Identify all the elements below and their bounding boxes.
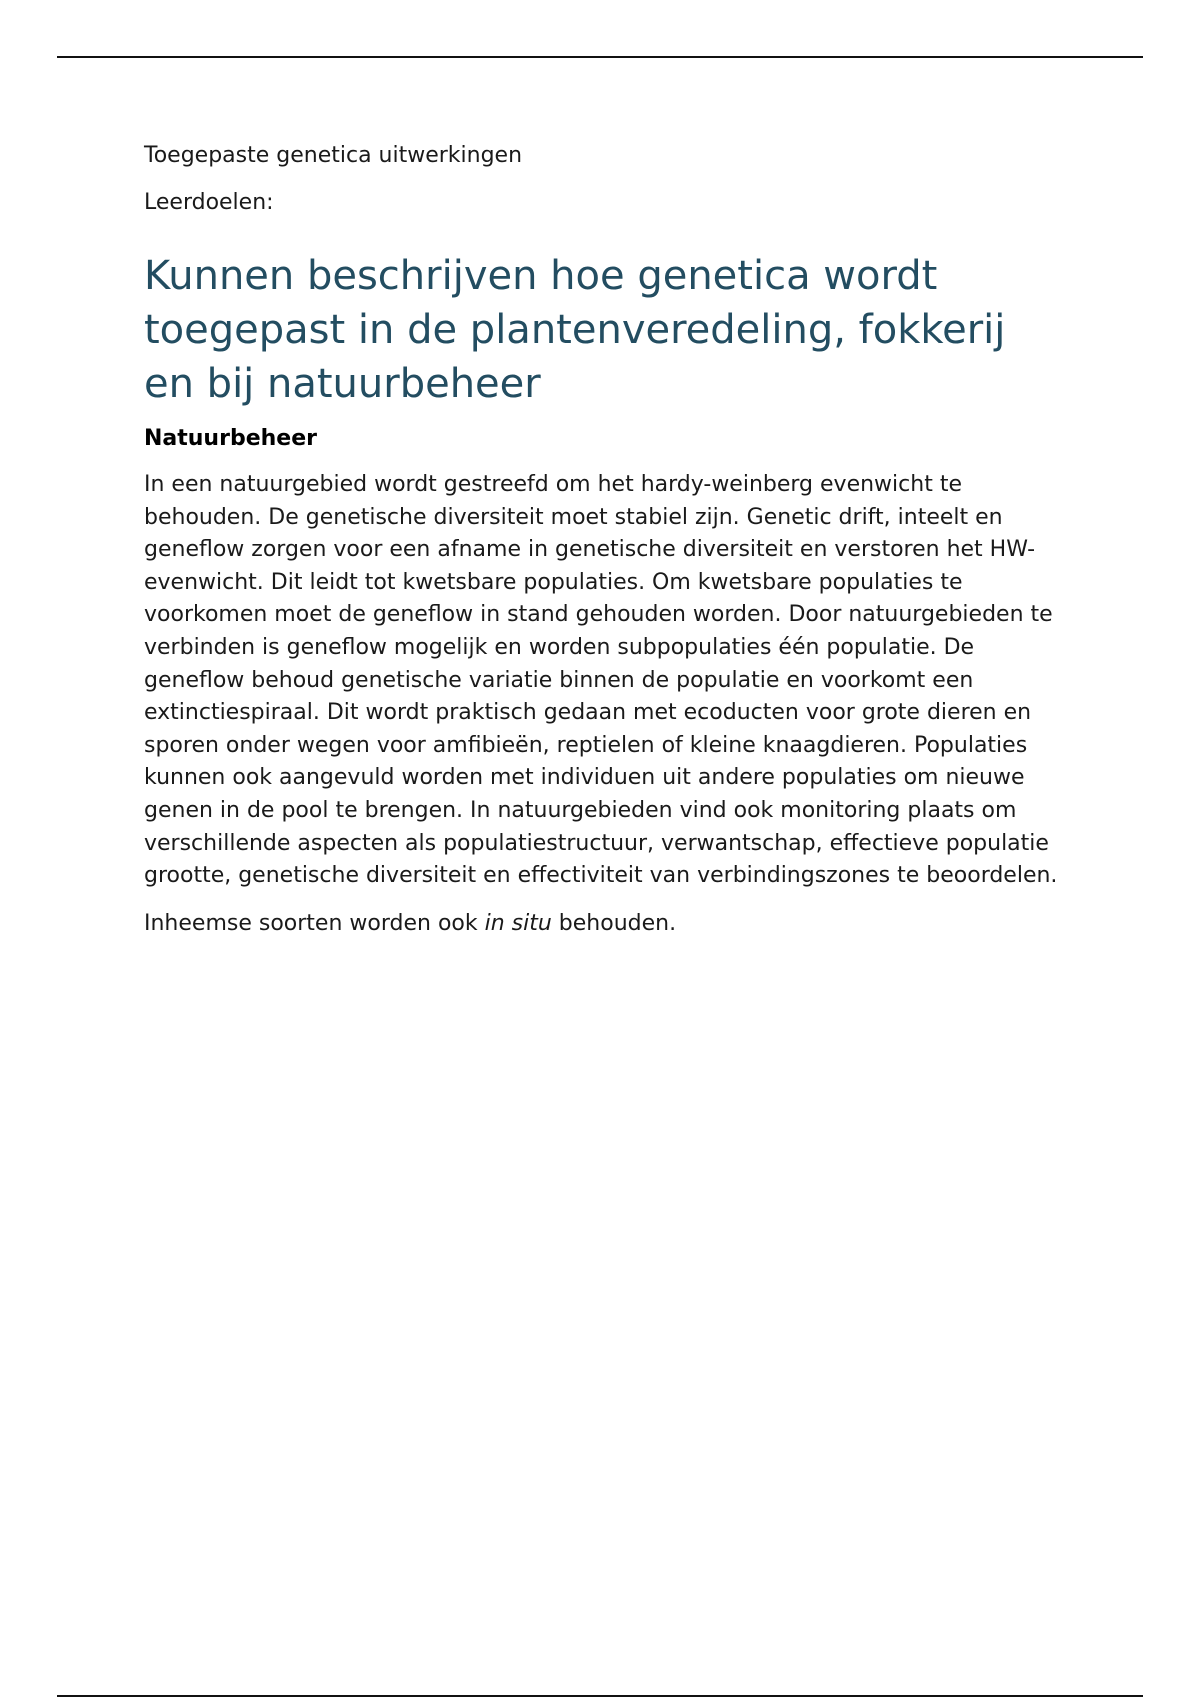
closing-text-start: Inheemse soorten worden ook	[144, 910, 485, 936]
objectives-label: Leerdoelen:	[144, 190, 274, 215]
learning-goal-heading: Kunnen beschrijven hoe genetica wordt toegepast in de plantenveredeling, fokkerij en bij natuurbeheer	[144, 253, 1006, 407]
section-heading: Natuurbeheer	[144, 426, 317, 451]
document-title: Toegepaste genetica uitwerkingen	[144, 143, 523, 168]
closing-paragraph	[144, 908, 1064, 941]
closing-text-end: behouden.	[551, 910, 677, 936]
emphasis-text: in situ	[484, 910, 552, 936]
top-rule	[57, 56, 1143, 58]
body-paragraph: In een natuurgebied wordt gestreefd om het hardy-weinberg evenwicht te behouden. De genetische diversiteit moet stabiel zijn. Genetic drift, inteelt en geneflow zorgen voor een afname in genetische diversiteit en verstoren het HW-evenwicht. Dit leidt tot kwetsbare populaties. Om kwetsbare populaties te voorkomen moet de geneflow in stand gehouden worden. Door natuurgebieden te verbinden is geneflow mogelijk en worden subpopulaties één populatie. De geneflow behoud genetische variatie binnen de populatie en voorkomt een extinctiespiraal. Dit wordt praktisch gedaan met ecoducten voor grote dieren en sporen onder wegen voor amfibieën, reptielen of kleine knaagdieren. Populaties kunnen ook aangevuld worden met individuen uit andere populaties om nieuwe genen in de pool te brengen. In natuurgebieden vind ook monitoring plaats om verschillende aspecten als populatiestructuur, verwantschap, effectieve populatie grootte, genetische diversiteit en effectiviteit van verbindingszones te beoordelen.	[144, 472, 1058, 889]
bottom-rule	[57, 1695, 1143, 1697]
page-content	[144, 140, 1064, 955]
